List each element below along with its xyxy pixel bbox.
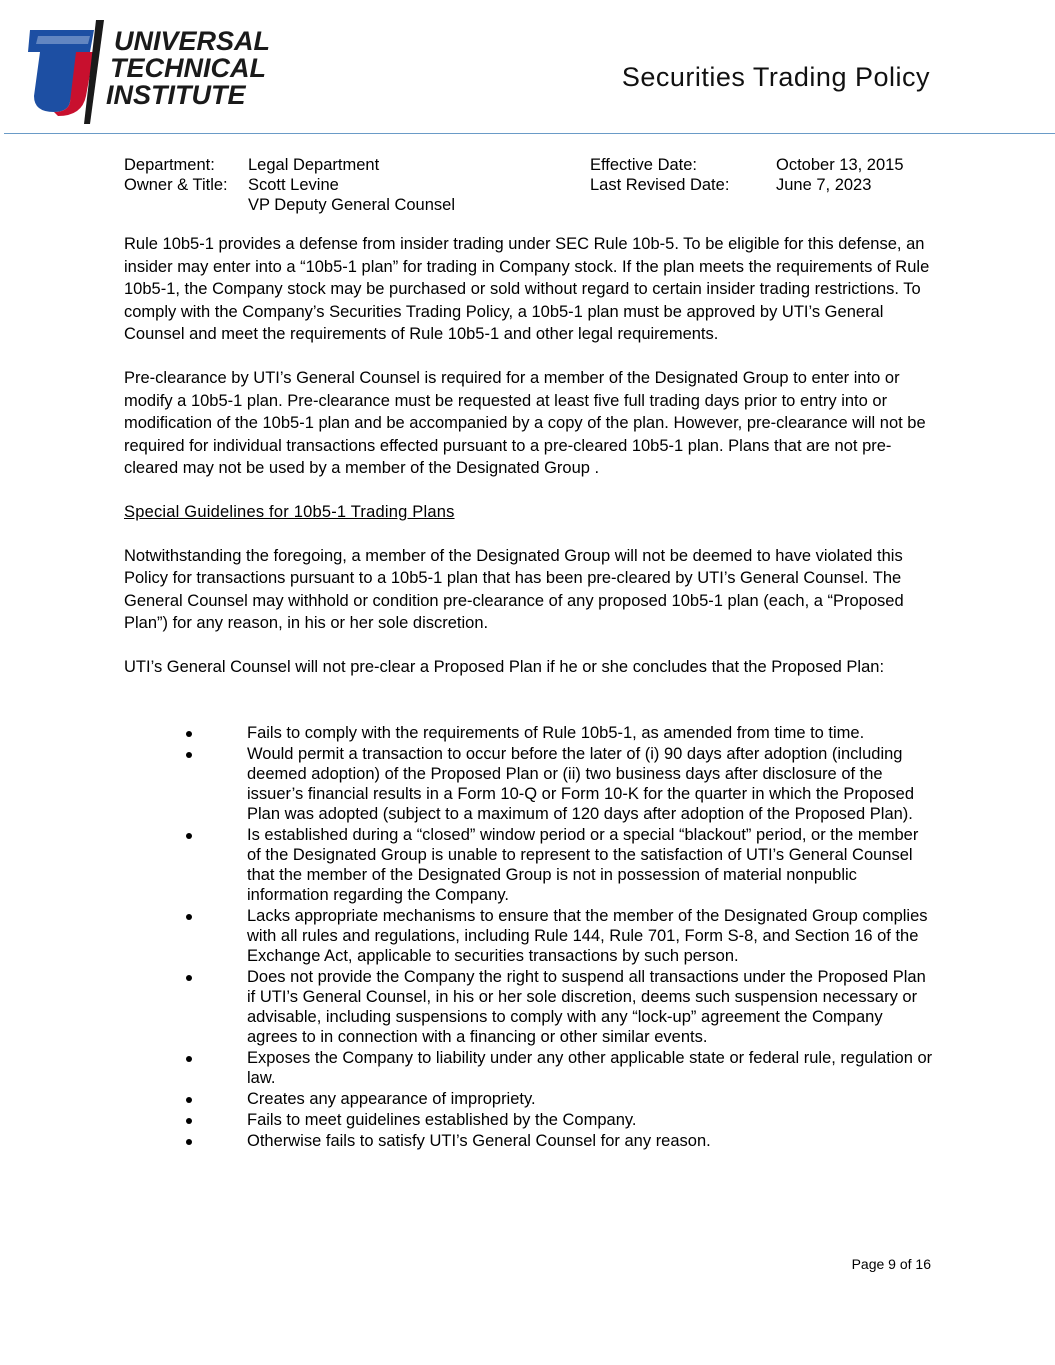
paragraph-rule-10b5-1: Rule 10b5-1 provides a defense from insider trading under SEC Rule 10b-5. To be eligible for this defense, an insider may enter into a “10b5-1 plan” for trading in Company stock. If the plan meets the requirements of Rule 10b5-1, the Company stock may be purchased or sold without regard to certain insider trading restrictions. To comply with the Company’s Securities Trading Policy, a 10b5-1 plan must be approved by UTI’s General Counsel and meet the requirements of Rule 10b5-1 and other legal requirements. [124,235,930,344]
section-heading: Special Guidelines for 10b5-1 Trading Plans [124,502,455,521]
conditions-list [124,723,936,1152]
company-logo [24,12,276,128]
list-item: Fails to meet guidelines established by the Company. [124,1110,936,1130]
effective-date-value: October 13, 2015 [776,156,904,174]
list-item: Otherwise fails to satisfy UTI’s General Counsel for any reason. [124,1131,936,1151]
paragraph-pre-clearance: Pre-clearance by UTI’s General Counsel is required for a member of the Designated Group to enter into or modify a 10b5-1 plan. Pre-clearance must be requested at least five full trading days prior to entry into or modification of the 10b5-1 plan and be accompanied by a copy of the plan. However, pre-clearance will not be required for individual transactions effected pursuant to a pre-cleared 10b5-1 plan. Plans that are not pre-cleared may not be used by a member of the Designated Group . [124,368,926,478]
bullet-icon [186,1056,192,1062]
revised-date-row [590,175,904,195]
list-item: Does not provide the Company the right to suspend all transactions under the Proposed Plan if UTI’s General Counsel, in his or her sole discretion, deems such suspension necessary or advisable, including suspensions to comply with any “lock-up” agreement the Company agrees to in connection with a financing or other similar events. [124,967,936,1047]
revised-date-label: Last Revised Date: [590,176,730,194]
owner-label: Owner & Title: [124,176,228,194]
list-item: Is established during a “closed” window period or a special “blackout” period, or the member of the Designated Group is unable to represent to the satisfaction of UTI’s General Counsel that the member of the Designated Group is not in possession of material nonpublic information regarding the Company. [124,825,936,905]
bullet-icon [186,752,192,758]
list-item: Would permit a transaction to occur before the later of (i) 90 days after adoption (including deemed adoption) of the Proposed Plan or (ii) two business days after disclosure of the issuer’s financial results in a Form 10-Q or Form 10-K for the quarter in which the Proposed Plan was adopted (subject to a maximum of 120 days after adoption of the Proposed Plan). [124,744,936,824]
department-label: Department: [124,156,215,174]
bullet-icon [186,833,192,839]
effective-date-label: Effective Date: [590,156,698,174]
list-item: Lacks appropriate mechanisms to ensure that the member of the Designated Group complies with all rules and regulations, including Rule 144, Rule 701, Form S-8, and Section 16 of the Exchange Act, applicable to securities transactions by such person. [124,906,936,966]
effective-date-row [590,155,904,175]
svg-text:INSTITUTE: INSTITUTE [106,80,246,110]
svg-text:TECHNICAL: TECHNICAL [110,53,266,83]
list-item: Creates any appearance of impropriety. [124,1089,936,1109]
paragraph-will-not-preclear: UTI’s General Counsel will not pre-clear a Proposed Plan if he or she concludes that the Proposed Plan: [124,657,885,676]
owner-row [124,175,455,195]
owner-value: Scott Levine [248,176,339,194]
policy-body [124,233,936,700]
bullet-icon [186,914,192,920]
meta-dates-block [590,155,904,195]
owner-title-row [124,195,455,215]
bullet-icon [186,1097,192,1103]
svg-text:UNIVERSAL: UNIVERSAL [114,26,271,56]
header-divider [4,133,1055,134]
department-row [124,155,455,175]
revised-date-value: June 7, 2023 [776,176,872,194]
owner-title: VP Deputy General Counsel [248,196,455,214]
document-title: Securities Trading Policy [621,62,930,92]
bullet-icon [186,1118,192,1124]
bullet-icon [186,1139,192,1145]
uti-logo-mark [24,12,276,128]
meta-owner-block [124,155,455,215]
page-number: Page 9 of 16 [851,1256,931,1272]
list-item: Fails to comply with the requirements of Rule 10b5-1, as amended from time to time. [124,723,936,743]
bullet-icon [186,975,192,981]
paragraph-notwithstanding: Notwithstanding the foregoing, a member of the Designated Group will not be deemed to have violated this Policy for transactions pursuant to a 10b5-1 plan that has been pre-cleared by UTI’s General Counsel. The General Counsel may withhold or condition pre-clearance of any proposed 10b5-1 plan (each, a “Proposed Plan”) for any reason, in his or her sole discretion. [124,546,904,633]
bullet-icon [186,731,192,737]
department-value: Legal Department [248,156,380,174]
list-item: Exposes the Company to liability under any other applicable state or federal rule, regulation or law. [124,1048,936,1088]
